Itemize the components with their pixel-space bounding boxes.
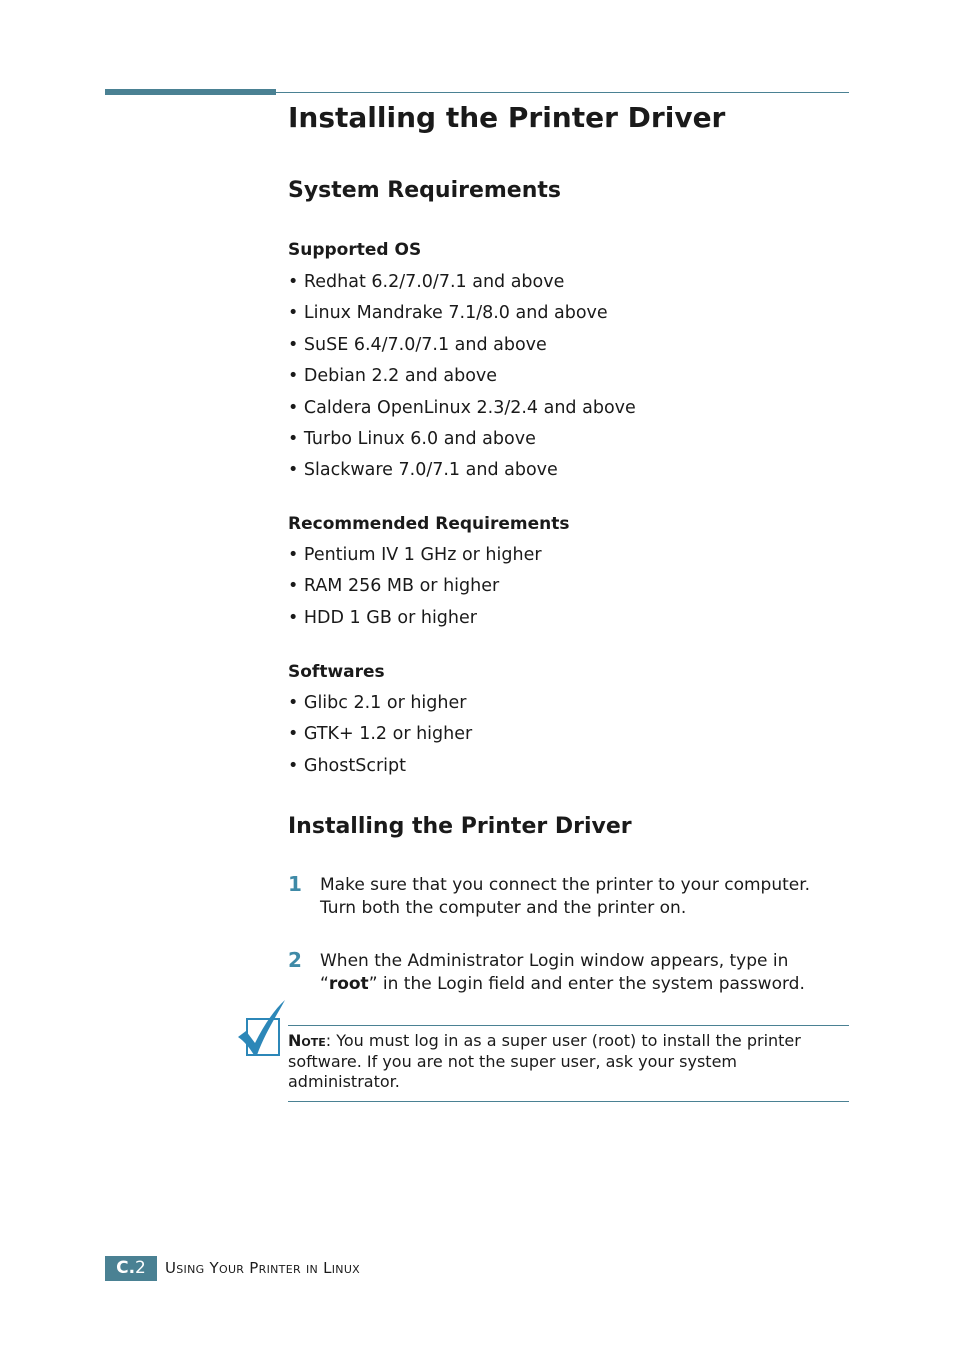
- list-item: • RAM 256 MB or higher: [288, 576, 500, 597]
- list-item: • Caldera OpenLinux 2.3/2.4 and above: [288, 397, 636, 418]
- supported-os-list: [288, 267, 636, 487]
- softwares-list: [288, 688, 472, 782]
- list-item: • Turbo Linux 6.0 and above: [288, 428, 536, 449]
- step-number: 2: [288, 948, 302, 972]
- subheading-recommended-requirements: Recommended Requirements: [288, 514, 570, 534]
- list-item: • GTK+ 1.2 or higher: [288, 724, 473, 745]
- list-item: • Pentium IV 1 GHz or higher: [288, 545, 542, 565]
- subheading-softwares: Softwares: [288, 662, 385, 682]
- step-text: [320, 950, 849, 996]
- subheading-supported-os: Supported OS: [288, 240, 422, 260]
- header-accent-bar: [105, 89, 276, 95]
- note-label: Note: [288, 1031, 326, 1050]
- list-item: • Slackware 7.0/7.1 and above: [288, 460, 558, 481]
- note-top-rule: [288, 1025, 849, 1026]
- list-item: • SuSE 6.4/7.0/7.1 and above: [288, 334, 547, 355]
- note-body: : You must log in as a super user (root) to install the printer software. If you are not the super user, ask your system administrator.: [288, 1031, 801, 1091]
- step-number: 1: [288, 872, 302, 896]
- section-title-system-requirements: System Requirements: [288, 178, 562, 203]
- list-item: • HDD 1 GB or higher: [288, 607, 477, 628]
- header-rule: [276, 92, 849, 93]
- step-text: Make sure that you connect the printer to your computer. Turn both the computer and the printer on.: [320, 875, 811, 918]
- checkmark-note-icon: [237, 997, 289, 1061]
- chapter-label: C.: [116, 1258, 136, 1278]
- list-item: • Linux Mandrake 7.1/8.0 and above: [288, 303, 608, 324]
- note-bottom-rule: [288, 1101, 849, 1102]
- list-item: • Debian 2.2 and above: [288, 366, 498, 387]
- running-title: Using Your Printer in Linux: [165, 1259, 361, 1277]
- list-item: • Glibc 2.1 or higher: [288, 693, 467, 713]
- note-text: [288, 1031, 849, 1093]
- page-title: Installing the Printer Driver: [288, 101, 726, 134]
- step-text-part: When the Administrator Login window appears, type in “: [320, 951, 789, 994]
- list-item: • Redhat 6.2/7.0/7.1 and above: [288, 272, 565, 292]
- step-text-bold: root: [328, 974, 369, 994]
- list-item: • GhostScript: [288, 755, 406, 776]
- step-text-part: ” in the Login field and enter the system password.: [368, 974, 805, 994]
- recommended-requirements-list: [288, 540, 542, 634]
- page-number-badge: [105, 1256, 157, 1281]
- section-title-installing-driver: Installing the Printer Driver: [288, 814, 632, 839]
- page-number: 2: [135, 1258, 146, 1278]
